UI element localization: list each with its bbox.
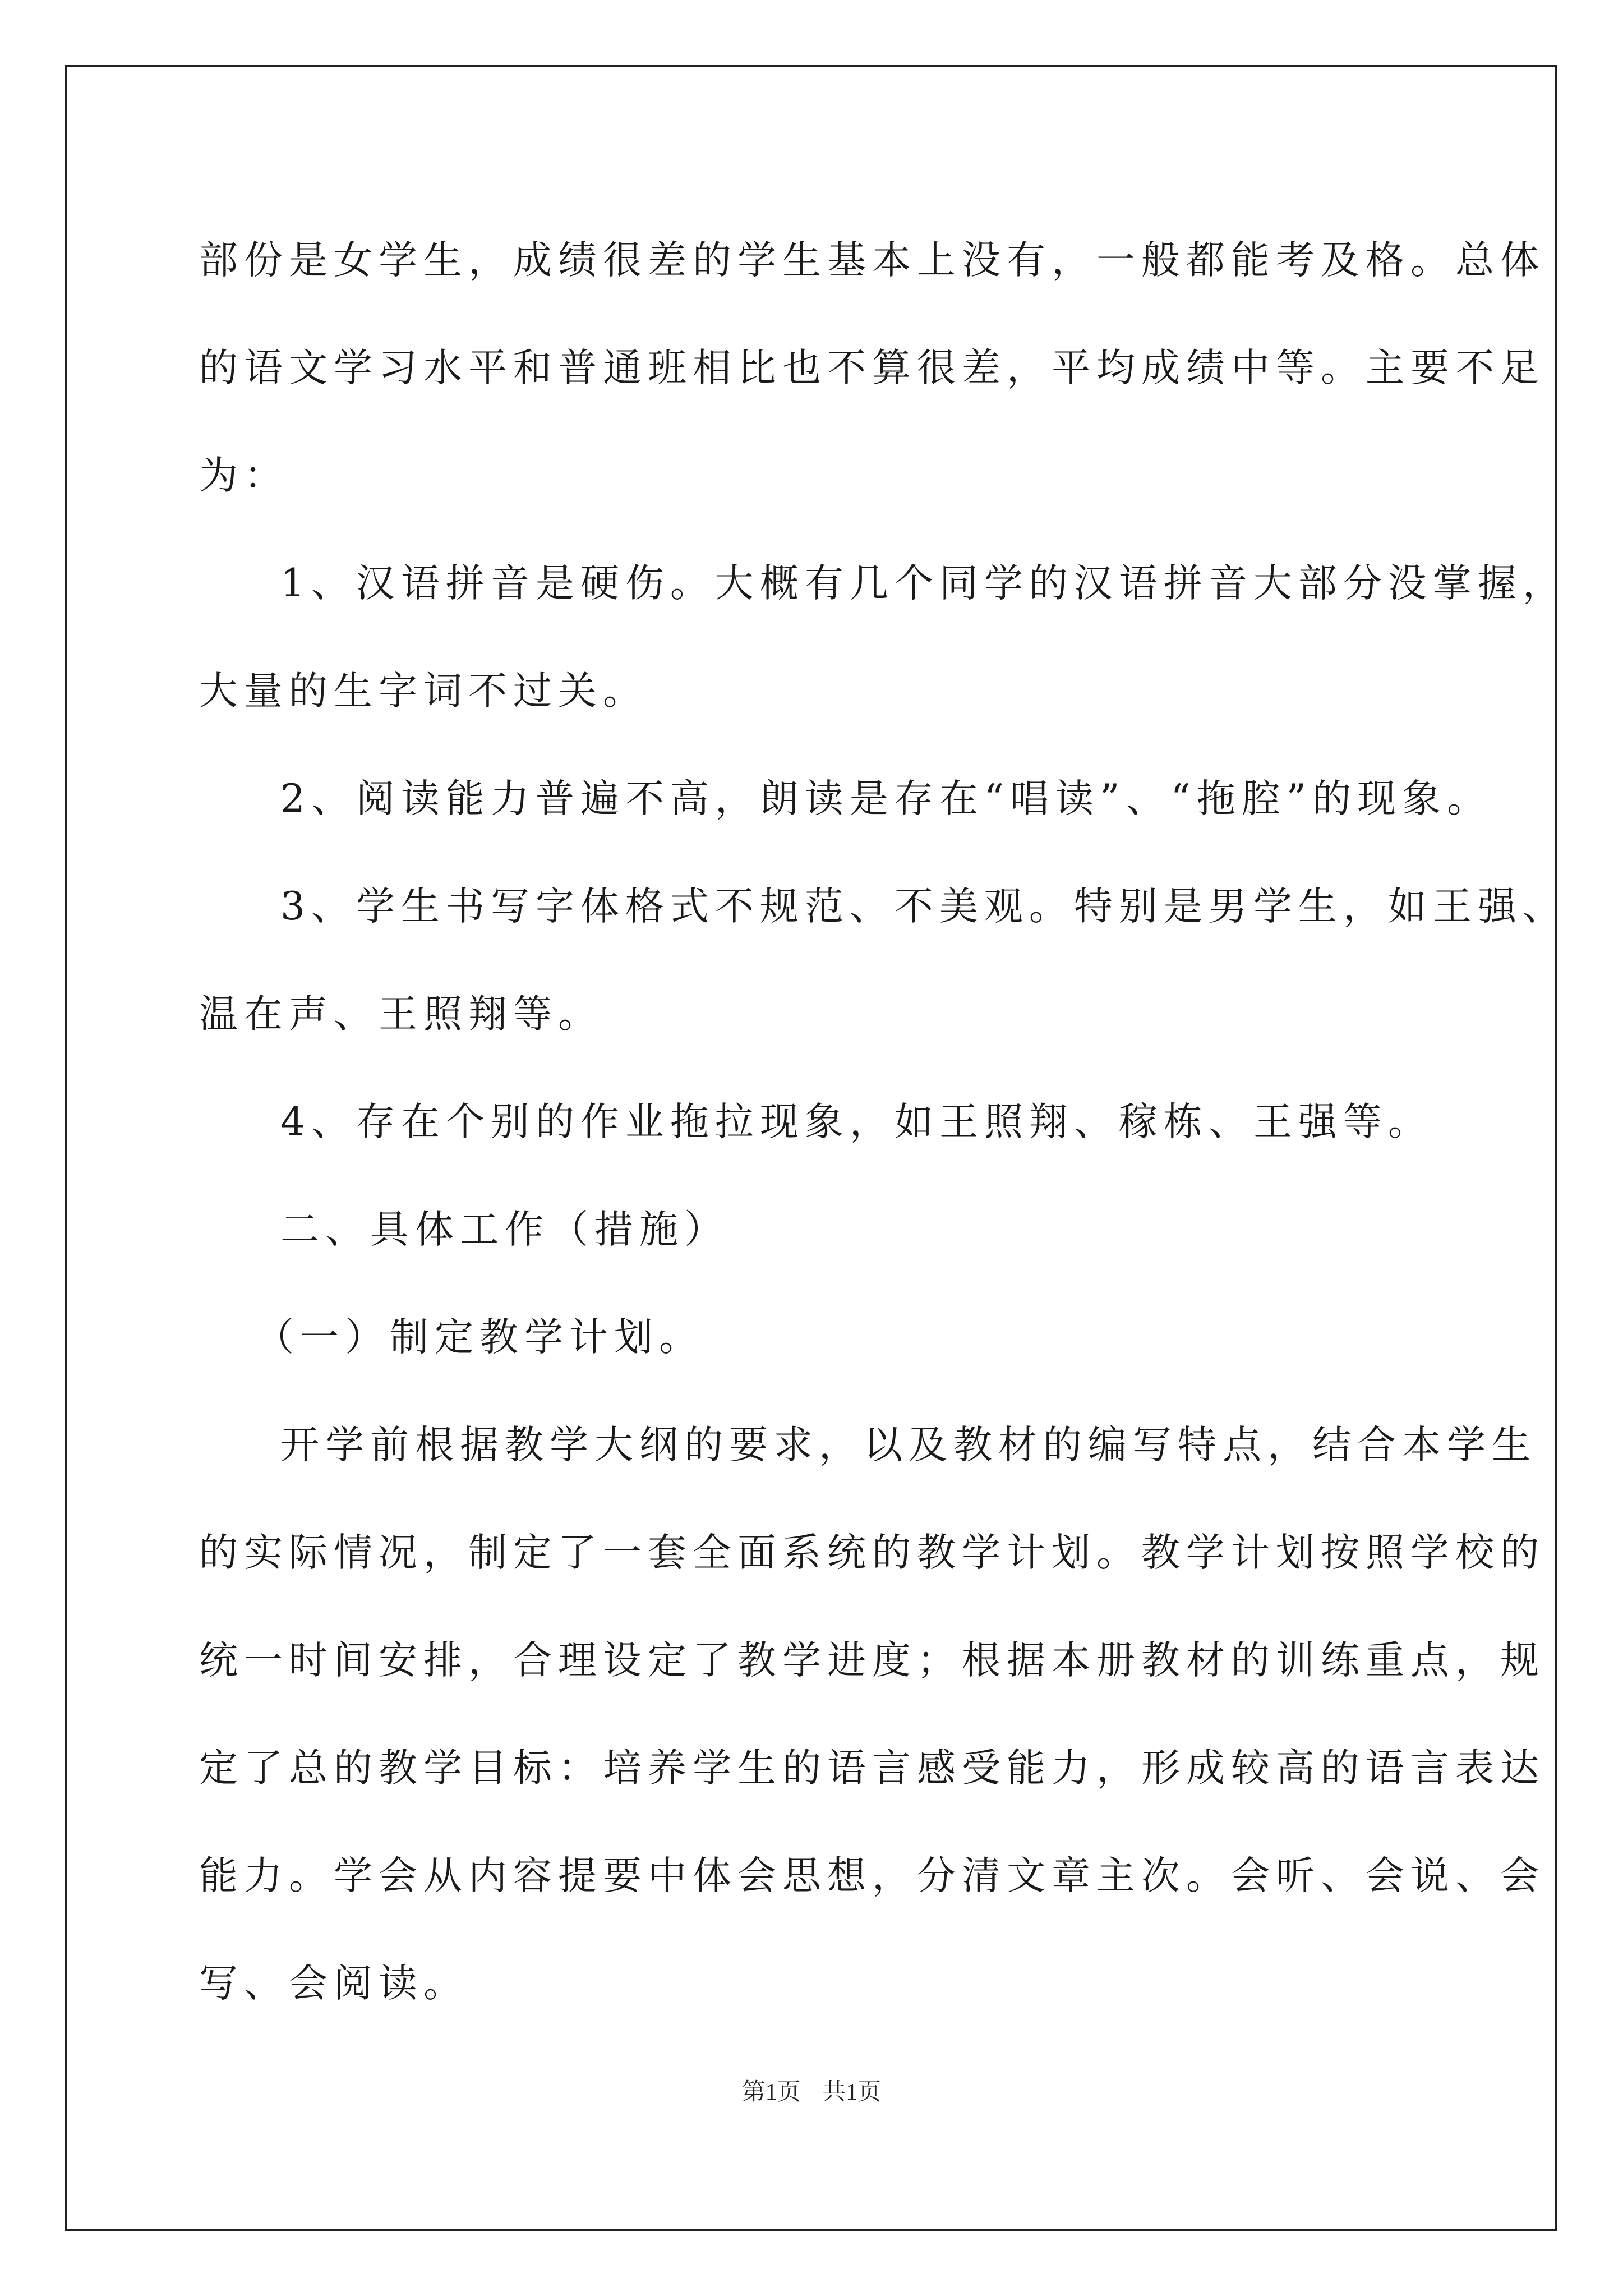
paragraph-line: 4、存在个别的作业拖拉现象，如王照翔、稼栋、王强等。 [280,1099,1433,1144]
paragraph-line: 大量的生字词不过关。 [199,669,648,714]
paragraph-line: 能力。学会从内容提要中体会思想，分清文章主次。会听、会说、会 [199,1853,1545,1898]
page-footer [0,2076,1623,2109]
paragraph-line: 统一时间安排，合理设定了教学进度；根据本册教材的训练重点，规 [199,1638,1545,1683]
subsection-heading: （一）制定教学计划。 [255,1315,704,1360]
paragraph-line: 3、学生书写字体格式不规范、不美观。特别是男学生，如王强、 [280,884,1567,929]
page-number-total: 共1页 [822,2079,882,2105]
paragraph-line: 1、汉语拼音是硬伤。大概有几个同学的汉语拼音大部分没掌握， [280,561,1567,606]
paragraph-line: 写、会阅读。 [199,1961,468,2006]
page-number-current: 第1页 [741,2079,801,2105]
paragraph-line: 温在声、王照翔等。 [199,992,603,1037]
paragraph-line: 2、阅读能力普遍不高，朗读是存在“唱读”、“拖腔”的现象。 [280,776,1492,821]
paragraph-line: 的语文学习水平和普通班相比也不算很差，平均成绩中等。主要不足 [199,346,1545,390]
document-body [199,206,1567,2037]
section-heading: 二、具体工作（措施） [280,1207,729,1252]
paragraph-line: 为： [199,453,289,498]
paragraph-line: 开学前根据教学大纲的要求，以及教材的编写特点，结合本学生 [280,1423,1537,1467]
paragraph-line: 定了总的教学目标：培养学生的语言感受能力，形成较高的语言表达 [199,1746,1545,1791]
paragraph-line: 的实际情况，制定了一套全面系统的教学计划。教学计划按照学校的 [199,1530,1545,1575]
paragraph-line: 部份是女学生，成绩很差的学生基本上没有，一般都能考及格。总体 [199,238,1545,283]
